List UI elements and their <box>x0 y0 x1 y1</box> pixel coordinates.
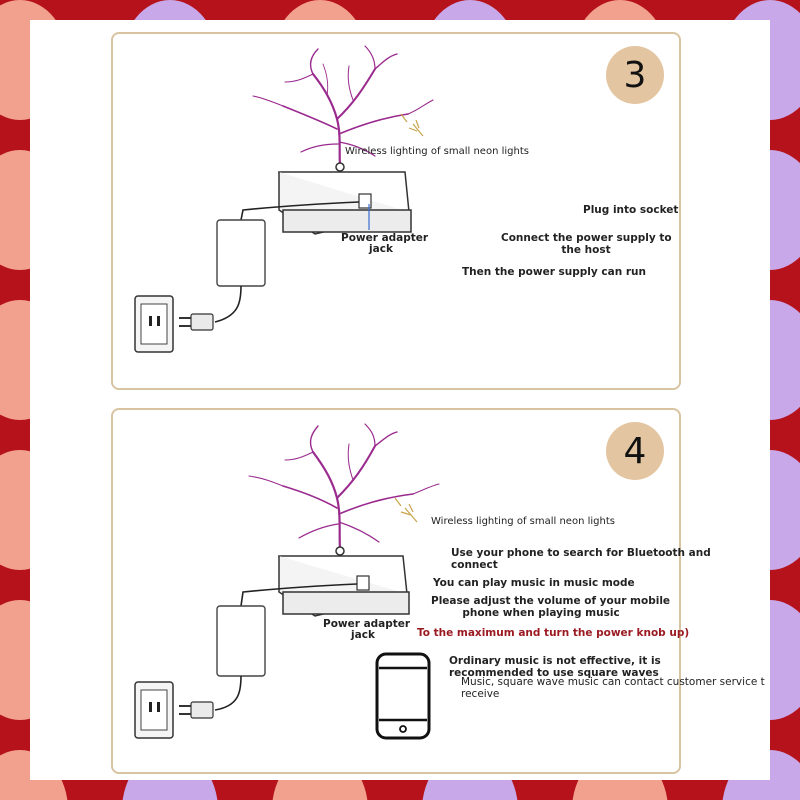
neon-lighting-label: Wireless lighting of small neon lights <box>431 516 615 527</box>
step-4-illustration <box>113 410 683 776</box>
instruction-power-run: Then the power supply can run <box>462 266 646 278</box>
instruction-receive: receive <box>461 688 500 700</box>
instruction-maximum-warning: To the maximum and turn the power knob up) <box>417 627 690 639</box>
power-jack-label-line2: jack <box>369 243 393 255</box>
instruction-plug-socket: Plug into socket <box>583 204 679 216</box>
instruction-bluetooth: Use your phone to search for Bluetooth and <box>451 547 711 559</box>
neon-lighting-label: Wireless lighting of small neon lights <box>345 146 529 157</box>
instruction-customer-service: Music, square wave music can contact customer service t <box>461 676 765 688</box>
step-4-panel <box>111 408 765 774</box>
neon-tree-icon <box>249 424 439 550</box>
instruction-volume: Please adjust the volume of your mobile <box>431 595 671 607</box>
host-box-icon <box>279 547 409 616</box>
instruction-connect-power: Connect the power supply to <box>501 232 672 244</box>
step-number-badge: 3 <box>606 46 664 104</box>
instruction-music-mode: You can play music in music mode <box>433 577 635 589</box>
power-jack-label-line1: Power adapter <box>341 232 429 244</box>
instruction-square-waves: recommended to use square waves <box>449 667 659 679</box>
instruction-bluetooth-cont: connect <box>451 559 498 571</box>
instruction-ordinary-music: Ordinary music is not effective, it is <box>449 655 661 667</box>
plug-icon <box>179 702 213 718</box>
power-jack-label-line1: Power adapter <box>323 618 411 630</box>
power-adapter-icon <box>217 606 265 676</box>
instruction-volume-cont: phone when playing music <box>462 607 620 619</box>
spark-icon <box>395 498 417 522</box>
power-jack-icon <box>357 576 369 590</box>
wall-socket-icon <box>135 296 173 352</box>
smartphone-icon <box>377 654 429 738</box>
wall-socket-icon <box>135 682 173 738</box>
instruction-connect-power-cont: the host <box>561 244 611 256</box>
plug-icon <box>179 314 213 330</box>
host-box-icon <box>279 163 411 234</box>
spark-icon <box>401 114 423 136</box>
power-jack-label-line2: jack <box>351 629 375 641</box>
step-number-badge: 4 <box>606 422 664 480</box>
power-adapter-icon <box>217 220 265 286</box>
step-3-panel <box>111 32 681 390</box>
